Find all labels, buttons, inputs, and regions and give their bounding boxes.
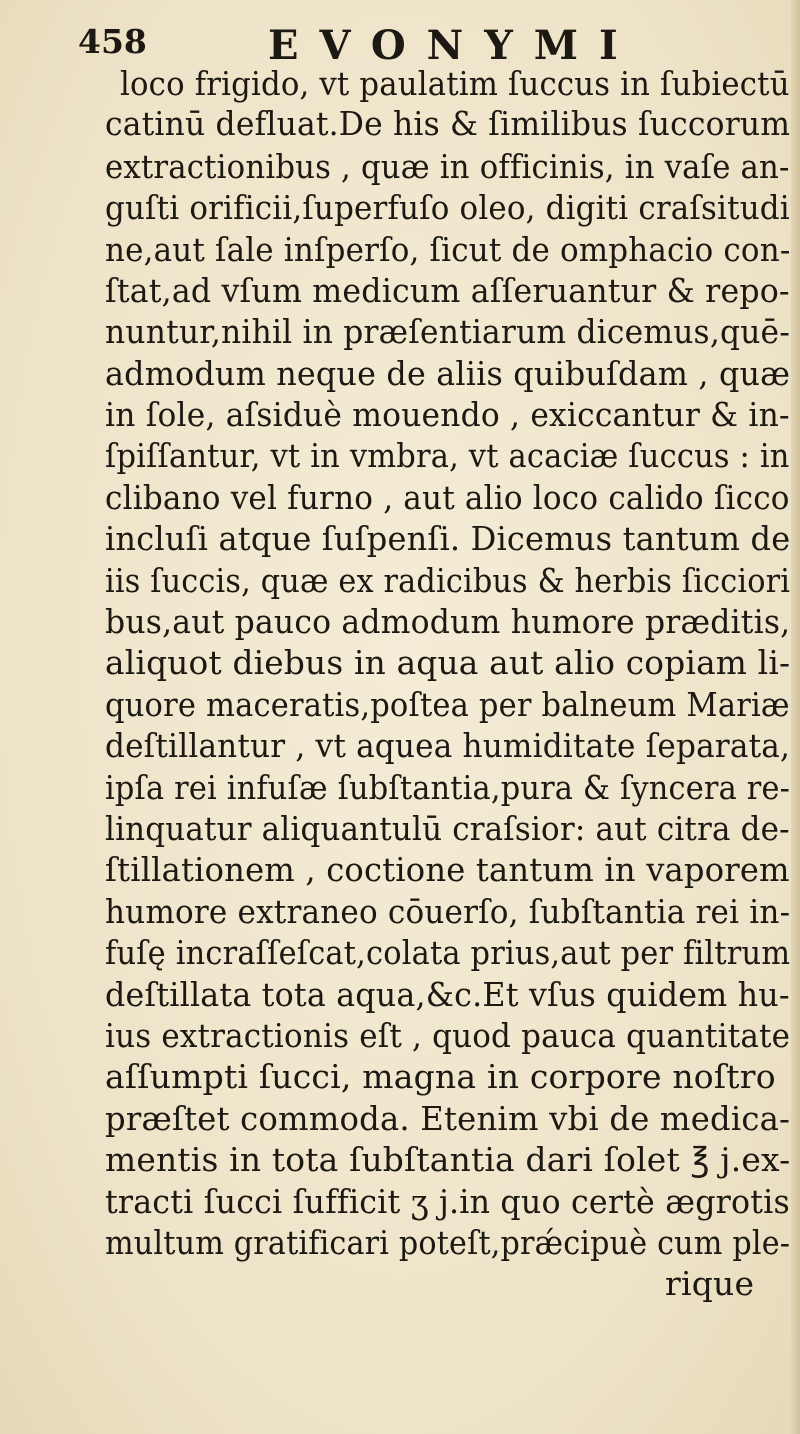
text-line: mentis in tota ſubſtantia dari ſolet ℥ j.ex- <box>105 1140 791 1179</box>
text-line: ſpiſſantur, vt in vmbra, vt acaciæ ſuccus : in <box>105 436 790 475</box>
text-line: admodum neque de aliis quibuſdam , quæ <box>105 354 791 393</box>
running-title: EVONYMI <box>268 22 639 69</box>
text-line: præſtet commoda. Etenim vbi de medica- <box>105 1099 791 1138</box>
catchword: rique <box>665 1264 755 1303</box>
text-line: ſtat,ad vſum medicum aſſeruantur & repo- <box>105 271 790 310</box>
page-number: 458 <box>78 22 147 61</box>
text-line: linquatur aliquantulū craſsior: aut citra de- <box>105 809 790 848</box>
text-line: guſti orificii,ſuperfuſo oleo, digiti craſsitudi <box>105 188 790 227</box>
text-line: incluſi atque ſuſpenſi. Dicemus tantum de <box>105 519 791 558</box>
text-line: deſtillantur , vt aquea humiditate ſeparata, <box>105 726 791 765</box>
text-line: ne,aut ſale inſperſo, ſicut de omphacio con- <box>105 230 791 269</box>
text-line: deſtillata tota aqua,&c.Et vſus quidem hu- <box>105 975 790 1014</box>
text-line: ipſa rei infuſæ ſubſtantia,pura & ſyncera re- <box>105 768 791 807</box>
text-line: nuntur,nihil in præſentiarum dicemus,quē- <box>105 312 791 351</box>
text-line: aliquot diebus in aqua aut alio copiam li- <box>105 643 791 682</box>
text-line: ius extractionis eſt , quod pauca quantitate <box>105 1016 791 1055</box>
text-line: tracti ſucci ſufficit ʒ j.in quo certè ægrotis <box>105 1182 790 1221</box>
text-line: clibano vel furno , aut alio loco calido ſicco <box>105 478 790 517</box>
page-edge <box>791 0 800 1434</box>
text-line: humore extraneo cōuerſo, ſubſtantia rei in- <box>105 892 791 931</box>
text-line: ſtillationem , coctione tantum in vaporem <box>105 850 790 889</box>
text-line: extractionibus , quæ in officinis, in vaſe an- <box>105 147 790 186</box>
text-line: quore maceratis,poſtea per balneum Mariæ <box>105 685 790 724</box>
text-line: loco frigido, vt paulatim ſuccus in ſubiectū <box>120 64 790 103</box>
text-line: fuſę incraſſeſcat,colata prius,aut per filtrum <box>105 933 791 972</box>
text-line: bus,aut pauco admodum humore præditis, <box>105 602 791 641</box>
text-line: aſſumpti ſucci, magna in corpore noſtro <box>105 1057 776 1096</box>
text-line: iis ſuccis, quæ ex radicibus & herbis ſicciori <box>105 561 791 600</box>
text-line: catinū defluat.De his & ſimilibus ſuccorum <box>105 104 791 143</box>
text-line: in ſole, aſsiduè mouendo , exiccantur & in- <box>105 395 790 434</box>
text-line: multum gratificari poteſt,prǽcipuè cum ple- <box>105 1223 791 1262</box>
